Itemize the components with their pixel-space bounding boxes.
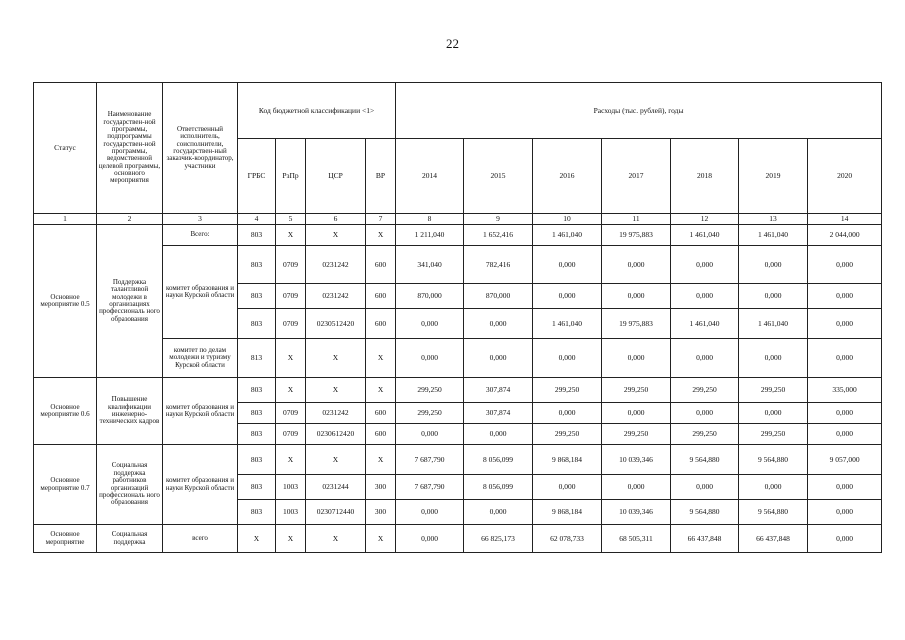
value-cell: 299,250 [602,424,671,445]
table-row [34,378,882,403]
grbs-cell: 803 [238,424,276,445]
rzpr-cell: X [276,378,306,403]
value-cell: 0,000 [396,339,464,378]
csr-cell: 0231244 [306,475,366,500]
rzpr-cell: 1003 [276,500,306,525]
value-cell: 9 564,880 [671,500,739,525]
responsible-cell: всего [163,525,238,553]
value-cell: 68 505,311 [602,525,671,553]
csr-cell: X [306,525,366,553]
vr-cell: 300 [366,500,396,525]
grbs-cell: 803 [238,378,276,403]
column-number: 10 [533,214,602,225]
vr-cell: X [366,445,396,475]
value-cell: 1 211,040 [396,225,464,246]
value-cell: 299,250 [396,403,464,424]
vr-cell: X [366,525,396,553]
header-year: 2018 [671,139,739,214]
value-cell: 0,000 [808,403,882,424]
responsible-cell: комитет образования и науки Курской области [163,246,238,339]
grbs-cell: 803 [238,500,276,525]
rzpr-cell: X [276,225,306,246]
responsible-cell: комитет по делам молодежи и туризму Курской области [163,339,238,378]
name-cell: Социальная поддержка [97,525,163,553]
value-cell: 0,000 [533,284,602,309]
value-cell: 299,250 [671,424,739,445]
header-year: 2017 [602,139,671,214]
grbs-cell: 803 [238,475,276,500]
value-cell: 1 652,416 [464,225,533,246]
header-vr: ВР [366,139,396,214]
vr-cell: 600 [366,246,396,284]
csr-cell: 0230512420 [306,309,366,339]
column-number: 7 [366,214,396,225]
table-row [34,225,882,246]
rzpr-cell: 0709 [276,309,306,339]
vr-cell: 300 [366,475,396,500]
value-cell: 8 056,099 [464,475,533,500]
value-cell: 299,250 [533,378,602,403]
value-cell: 307,874 [464,403,533,424]
column-number: 4 [238,214,276,225]
value-cell: 1 461,040 [739,225,808,246]
grbs-cell: 803 [238,246,276,284]
header-expenses: Расходы (тыс. рублей), годы [396,83,882,139]
value-cell: 0,000 [602,246,671,284]
value-cell: 19 975,883 [602,309,671,339]
value-cell: 0,000 [396,309,464,339]
rzpr-cell: X [276,445,306,475]
csr-cell: X [306,378,366,403]
column-number: 11 [602,214,671,225]
column-number: 14 [808,214,882,225]
header-name: Наименование государствен-ной программы, подпрограммы государствен-ной программы, ведомственной целевой программы, основного мероприятия [97,83,163,214]
value-cell: 870,000 [396,284,464,309]
value-cell: 9 564,880 [671,445,739,475]
column-number: 13 [739,214,808,225]
responsible-cell: комитет образования и науки Курской области [163,445,238,525]
csr-cell: 0231242 [306,284,366,309]
vr-cell: X [366,339,396,378]
value-cell: 7 687,790 [396,475,464,500]
header-csr: ЦСР [306,139,366,214]
header-status: Статус [34,83,97,214]
name-cell: Поддержка талантливой молодежи в организациях профессиональ ного образования [97,225,163,378]
value-cell: 1 461,040 [671,225,739,246]
value-cell: 0,000 [533,403,602,424]
table-row [34,445,882,475]
value-cell: 0,000 [739,403,808,424]
grbs-cell: 813 [238,339,276,378]
vr-cell: 600 [366,309,396,339]
value-cell: 0,000 [602,284,671,309]
value-cell: 0,000 [533,246,602,284]
value-cell: 0,000 [533,339,602,378]
table-row [34,525,882,553]
value-cell: 0,000 [602,475,671,500]
grbs-cell: 803 [238,284,276,309]
csr-cell: 0230612420 [306,424,366,445]
vr-cell: X [366,225,396,246]
value-cell: 0,000 [808,339,882,378]
column-number: 9 [464,214,533,225]
value-cell: 1 461,040 [739,309,808,339]
rzpr-cell: X [276,339,306,378]
status-cell: Основное мероприятие 0.6 [34,378,97,445]
vr-cell: 600 [366,284,396,309]
column-number: 8 [396,214,464,225]
value-cell: 66 825,173 [464,525,533,553]
value-cell: 341,040 [396,246,464,284]
value-cell: 0,000 [464,424,533,445]
value-cell: 0,000 [464,500,533,525]
value-cell: 0,000 [808,246,882,284]
value-cell: 0,000 [396,525,464,553]
value-cell: 10 039,346 [602,445,671,475]
value-cell: 0,000 [808,525,882,553]
status-cell: Основное мероприятие [34,525,97,553]
column-number: 3 [163,214,238,225]
rzpr-cell: 0709 [276,246,306,284]
grbs-cell: X [238,525,276,553]
value-cell: 0,000 [739,339,808,378]
value-cell: 0,000 [739,246,808,284]
status-cell: Основное мероприятие 0.7 [34,445,97,525]
header-year: 2019 [739,139,808,214]
value-cell: 9 868,184 [533,445,602,475]
column-numbers-row [34,214,882,225]
value-cell: 299,250 [533,424,602,445]
grbs-cell: 803 [238,403,276,424]
value-cell: 335,000 [808,378,882,403]
csr-cell: 0231242 [306,403,366,424]
header-year: 2014 [396,139,464,214]
value-cell: 782,416 [464,246,533,284]
value-cell: 0,000 [464,339,533,378]
header-rzpr: РзПр [276,139,306,214]
value-cell: 1 461,040 [533,309,602,339]
name-cell: Повышение квалификации инженерно-технических кадров [97,378,163,445]
header-row-top [34,83,882,139]
value-cell: 62 078,733 [533,525,602,553]
page-number: 22 [446,36,459,51]
value-cell: 307,874 [464,378,533,403]
csr-cell: 0231242 [306,246,366,284]
header-grbs: ГРБС [238,139,276,214]
value-cell: 0,000 [396,500,464,525]
value-cell: 870,000 [464,284,533,309]
grbs-cell: 803 [238,445,276,475]
value-cell: 0,000 [739,475,808,500]
value-cell: 299,250 [602,378,671,403]
csr-cell: X [306,339,366,378]
value-cell: 8 056,099 [464,445,533,475]
value-cell: 0,000 [671,246,739,284]
value-cell: 299,250 [739,424,808,445]
value-cell: 19 975,883 [602,225,671,246]
value-cell: 66 437,848 [739,525,808,553]
column-number: 2 [97,214,163,225]
value-cell: 0,000 [808,424,882,445]
value-cell: 0,000 [808,309,882,339]
rzpr-cell: 0709 [276,284,306,309]
value-cell: 0,000 [808,475,882,500]
grbs-cell: 803 [238,225,276,246]
rzpr-cell: 1003 [276,475,306,500]
column-number: 5 [276,214,306,225]
header-year: 2016 [533,139,602,214]
vr-cell: 600 [366,424,396,445]
header-year: 2020 [808,139,882,214]
value-cell: 9 564,880 [739,445,808,475]
rzpr-cell: 0709 [276,403,306,424]
column-number: 1 [34,214,97,225]
vr-cell: X [366,378,396,403]
grbs-cell: 803 [238,309,276,339]
value-cell: 10 039,346 [602,500,671,525]
value-cell: 0,000 [464,309,533,339]
status-cell: Основное мероприятие 0.5 [34,225,97,378]
column-number: 12 [671,214,739,225]
value-cell: 0,000 [671,475,739,500]
csr-cell: 0230712440 [306,500,366,525]
responsible-cell: комитет образования и науки Курской области [163,378,238,445]
value-cell: 1 461,040 [671,309,739,339]
rzpr-cell: 0709 [276,424,306,445]
rzpr-cell: X [276,525,306,553]
value-cell: 0,000 [671,284,739,309]
value-cell: 299,250 [671,378,739,403]
value-cell: 7 687,790 [396,445,464,475]
csr-cell: X [306,445,366,475]
responsible-cell: Всего: [163,225,238,246]
column-number: 6 [306,214,366,225]
value-cell: 0,000 [396,424,464,445]
vr-cell: 600 [366,403,396,424]
name-cell: Социальная поддержка работников организаций профессиональ ного образования [97,445,163,525]
header-responsible: Ответственный исполнитель, соисполнители, государствен-ный заказчик-координатор, участники [163,83,238,214]
value-cell: 0,000 [808,500,882,525]
value-cell: 66 437,848 [671,525,739,553]
value-cell: 2 044,000 [808,225,882,246]
csr-cell: X [306,225,366,246]
value-cell: 0,000 [602,403,671,424]
value-cell: 0,000 [671,339,739,378]
value-cell: 0,000 [671,403,739,424]
value-cell: 0,000 [533,475,602,500]
value-cell: 0,000 [808,284,882,309]
value-cell: 0,000 [739,284,808,309]
budget-table [33,82,882,553]
header-year: 2015 [464,139,533,214]
header-kbk: Код бюджетной классификации <1> [238,83,396,139]
value-cell: 1 461,040 [533,225,602,246]
value-cell: 299,250 [396,378,464,403]
value-cell: 9 057,000 [808,445,882,475]
value-cell: 299,250 [739,378,808,403]
value-cell: 9 564,880 [739,500,808,525]
value-cell: 9 868,184 [533,500,602,525]
value-cell: 0,000 [602,339,671,378]
